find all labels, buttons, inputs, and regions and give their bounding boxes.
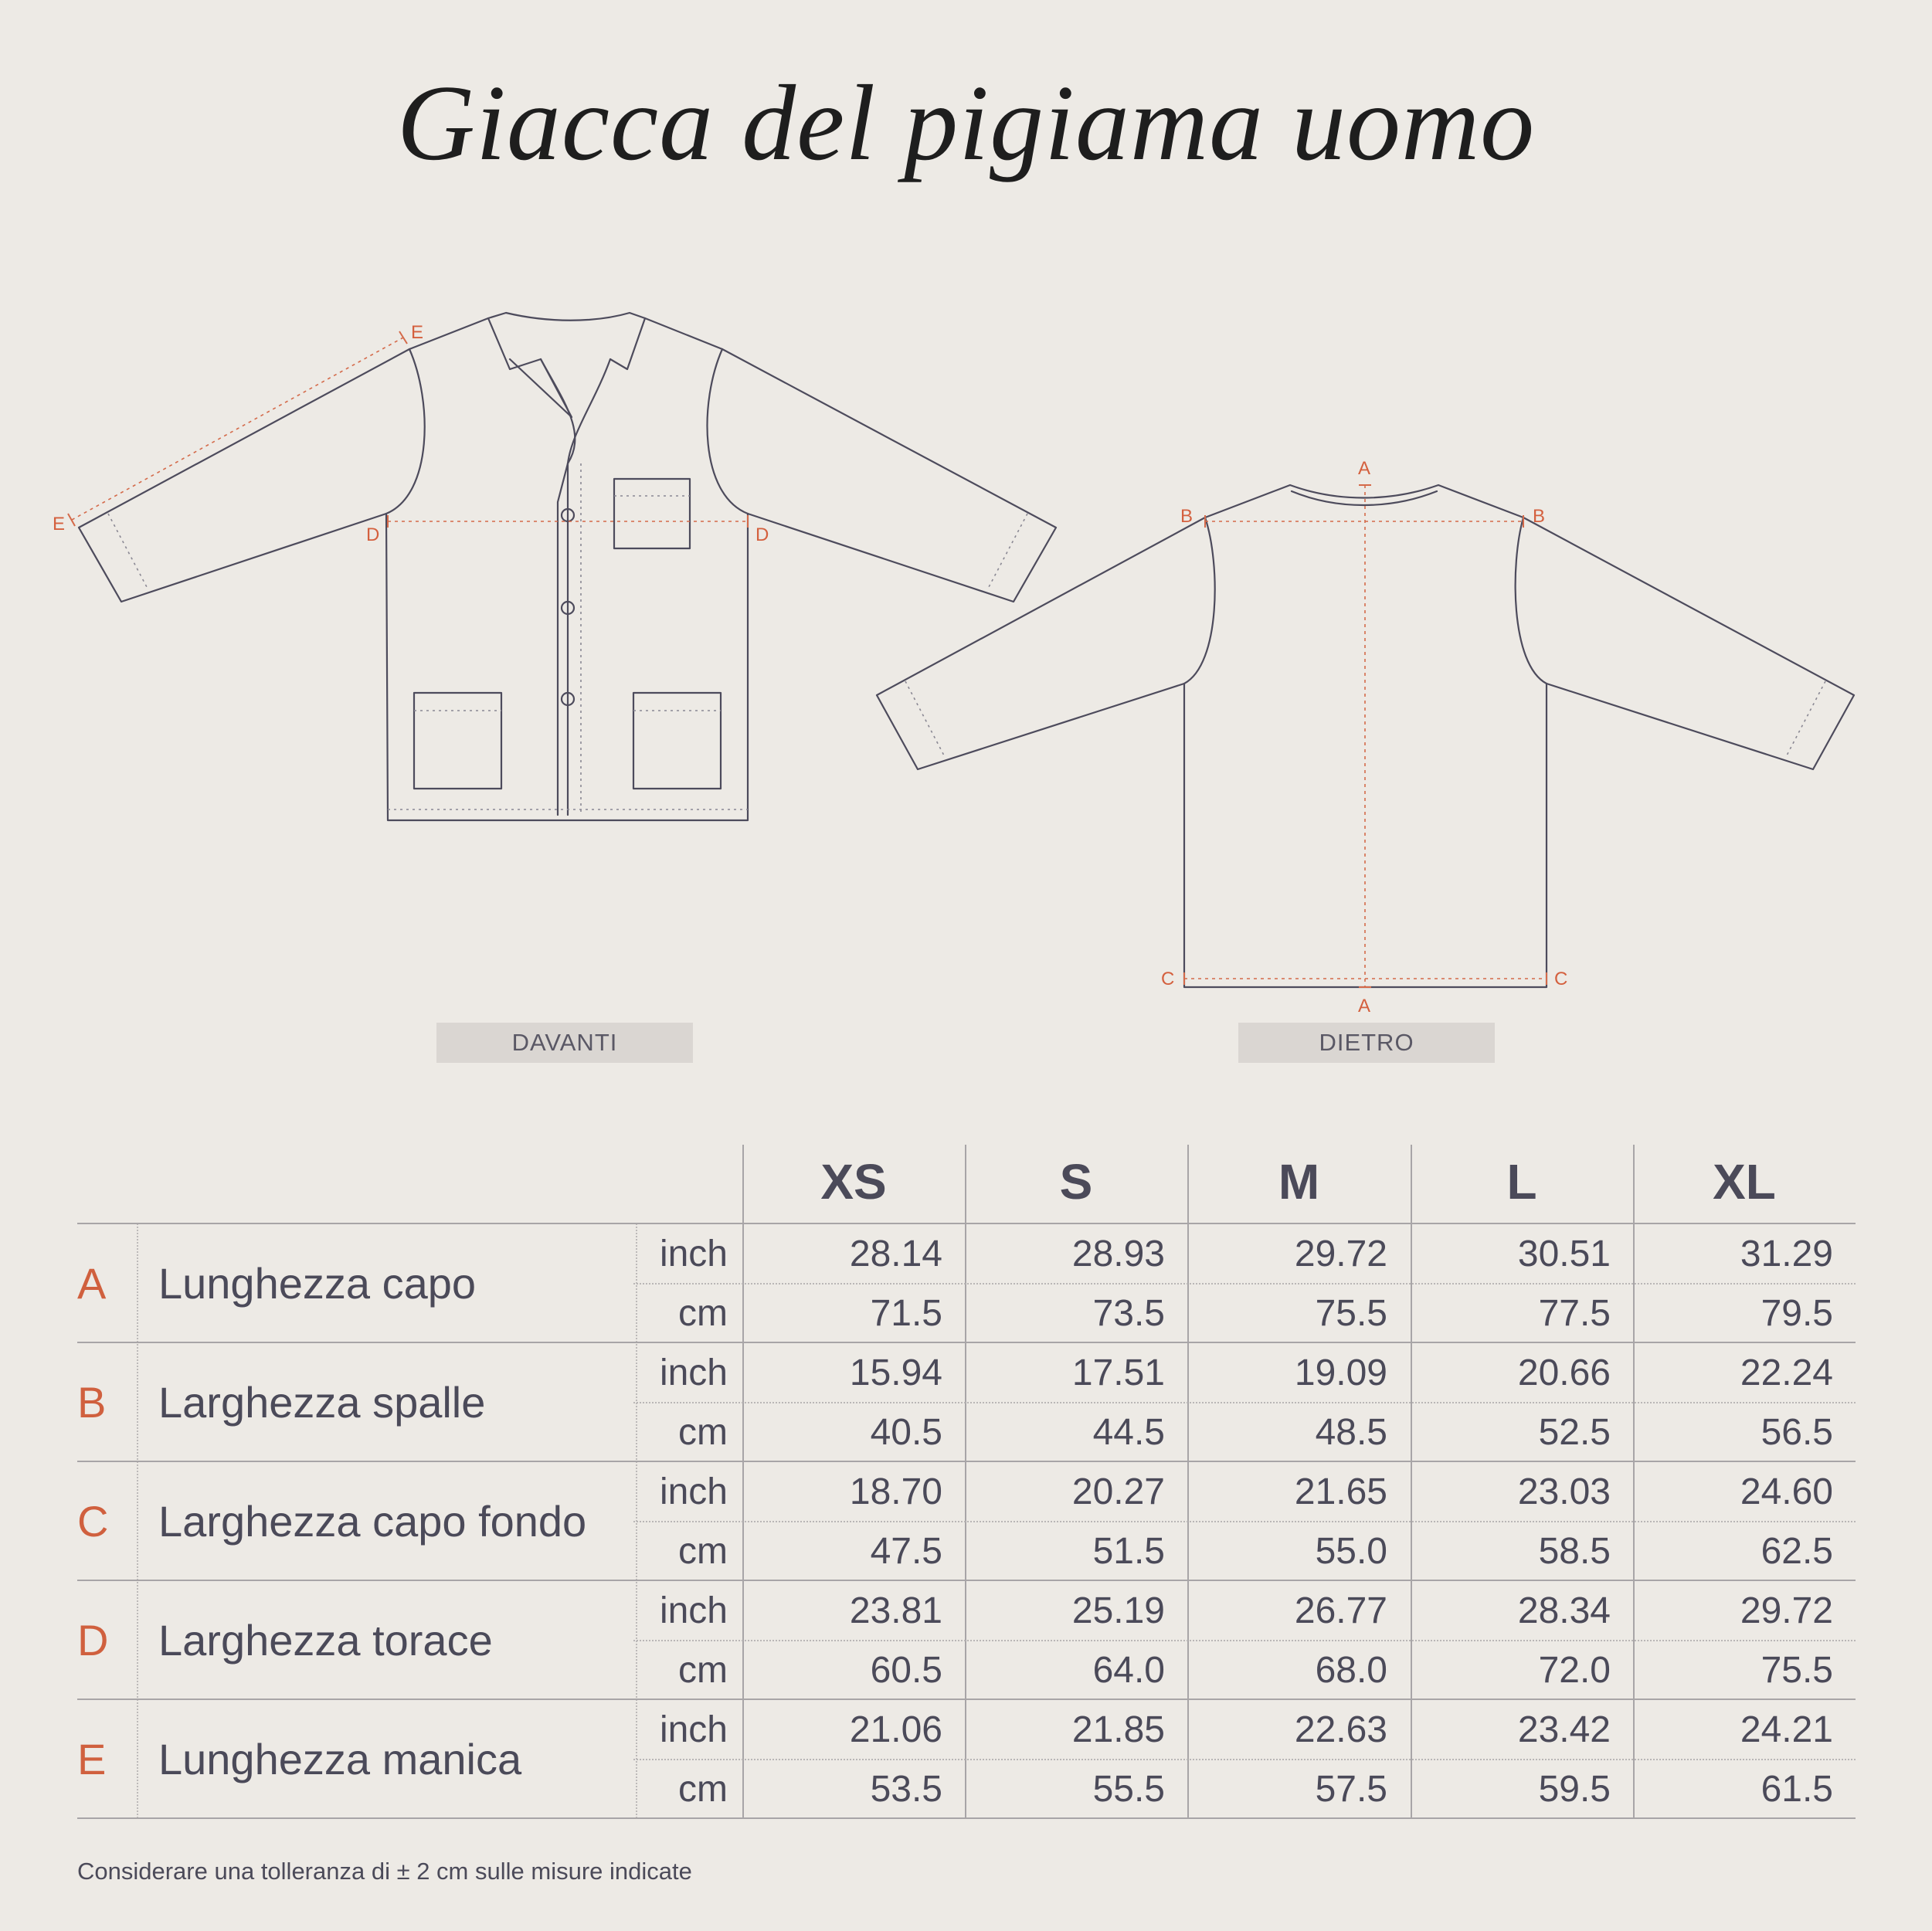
marker-b-left: B <box>1180 506 1193 527</box>
table-cell: 20.27 <box>1071 1471 1165 1512</box>
table-cell: 26.77 <box>1294 1590 1387 1631</box>
table-cell: 28.14 <box>849 1234 942 1274</box>
table-cell: 53.5 <box>870 1769 942 1810</box>
table-cell: 59.5 <box>1538 1769 1611 1810</box>
row-letter: D <box>77 1616 109 1665</box>
table-cell: 31.29 <box>1740 1234 1833 1274</box>
row-label: Larghezza spalle <box>158 1378 486 1427</box>
unit-cm: cm <box>678 1650 728 1691</box>
marker-c-right: C <box>1554 969 1568 989</box>
table-cell: 52.5 <box>1538 1412 1611 1453</box>
front-jacket-drawing <box>53 313 1056 820</box>
table-cell: 20.66 <box>1517 1352 1611 1393</box>
unit-cm: cm <box>678 1412 728 1453</box>
row-letter: E <box>77 1735 107 1783</box>
row-label: Larghezza torace <box>158 1616 493 1665</box>
marker-e-left: E <box>53 514 66 535</box>
table-cell: 44.5 <box>1092 1412 1165 1453</box>
table-cell: 60.5 <box>870 1650 942 1691</box>
table-cell: 57.5 <box>1315 1769 1387 1810</box>
table-cell: 29.72 <box>1740 1590 1833 1631</box>
row-label: Larghezza capo fondo <box>158 1497 587 1546</box>
table-cell: 75.5 <box>1315 1293 1387 1334</box>
table-cell: 71.5 <box>870 1293 942 1334</box>
table-cell: 55.0 <box>1315 1531 1387 1572</box>
table-cell: 19.09 <box>1294 1352 1387 1393</box>
back-view-label: DIETRO <box>1238 1023 1495 1063</box>
table-cell: 25.19 <box>1071 1590 1165 1631</box>
table-cell: 77.5 <box>1538 1293 1611 1334</box>
size-header-xs: XS <box>820 1154 887 1210</box>
table-cell: 56.5 <box>1761 1412 1833 1453</box>
table-cell: 58.5 <box>1538 1531 1611 1572</box>
table-cell: 22.24 <box>1740 1352 1833 1393</box>
table-cell: 55.5 <box>1092 1769 1165 1810</box>
table-cell: 48.5 <box>1315 1412 1387 1453</box>
table-cell: 51.5 <box>1092 1531 1165 1572</box>
table-cell: 29.72 <box>1294 1234 1387 1274</box>
table-cell: 28.34 <box>1517 1590 1611 1631</box>
table-cell: 28.93 <box>1071 1234 1165 1274</box>
table-cell: 75.5 <box>1761 1650 1833 1691</box>
marker-a-top: A <box>1358 458 1371 479</box>
unit-inch: inch <box>659 1709 728 1750</box>
row-letter: B <box>77 1378 107 1427</box>
front-view-label: DAVANTI <box>436 1023 693 1063</box>
page-title: Giacca del pigiama uomo <box>396 63 1536 183</box>
table-cell: 40.5 <box>870 1412 942 1453</box>
table-cell: 62.5 <box>1761 1531 1833 1572</box>
unit-inch: inch <box>659 1234 728 1274</box>
table-cell: 21.06 <box>849 1709 942 1750</box>
unit-inch: inch <box>659 1352 728 1393</box>
unit-inch: inch <box>659 1590 728 1631</box>
table-cell: 47.5 <box>870 1531 942 1572</box>
table-cell: 64.0 <box>1092 1650 1165 1691</box>
table-cell: 72.0 <box>1538 1650 1611 1691</box>
table-cell: 23.81 <box>849 1590 942 1631</box>
table-cell: 24.21 <box>1740 1709 1833 1750</box>
tolerance-footnote: Considerare una tolleranza di ± 2 cm sulle misure indicate <box>77 1858 692 1885</box>
table-cell: 24.60 <box>1740 1471 1833 1512</box>
row-letter: A <box>77 1259 107 1308</box>
table-cell: 18.70 <box>849 1471 942 1512</box>
row-label: Lunghezza capo <box>158 1259 477 1308</box>
marker-a-bottom: A <box>1358 996 1371 1016</box>
size-header-l: L <box>1506 1154 1537 1210</box>
table-cell: 79.5 <box>1761 1293 1833 1334</box>
row-letter: C <box>77 1497 109 1546</box>
table-cell: 23.42 <box>1517 1709 1611 1750</box>
unit-cm: cm <box>678 1293 728 1334</box>
marker-d-right: D <box>755 524 769 545</box>
marker-e-right: E <box>411 322 424 343</box>
table-cell: 61.5 <box>1761 1769 1833 1810</box>
table-cell: 68.0 <box>1315 1650 1387 1691</box>
back-jacket-drawing <box>877 458 1854 1016</box>
table-cell: 21.85 <box>1071 1709 1165 1750</box>
table-cell: 30.51 <box>1517 1234 1611 1274</box>
unit-inch: inch <box>659 1471 728 1512</box>
table-cell: 17.51 <box>1071 1352 1165 1393</box>
size-header-xl: XL <box>1713 1154 1776 1210</box>
unit-cm: cm <box>678 1769 728 1810</box>
table-cell: 22.63 <box>1294 1709 1387 1750</box>
table-cell: 15.94 <box>849 1352 942 1393</box>
table-cell: 73.5 <box>1092 1293 1165 1334</box>
marker-d-left: D <box>366 524 380 545</box>
table-cell: 23.03 <box>1517 1471 1611 1512</box>
table-cell: 21.65 <box>1294 1471 1387 1512</box>
row-label: Lunghezza manica <box>158 1735 522 1783</box>
size-header-m: M <box>1278 1154 1320 1210</box>
marker-b-right: B <box>1533 506 1546 527</box>
unit-cm: cm <box>678 1531 728 1572</box>
marker-c-left: C <box>1161 969 1175 989</box>
size-header-s: S <box>1059 1154 1093 1210</box>
